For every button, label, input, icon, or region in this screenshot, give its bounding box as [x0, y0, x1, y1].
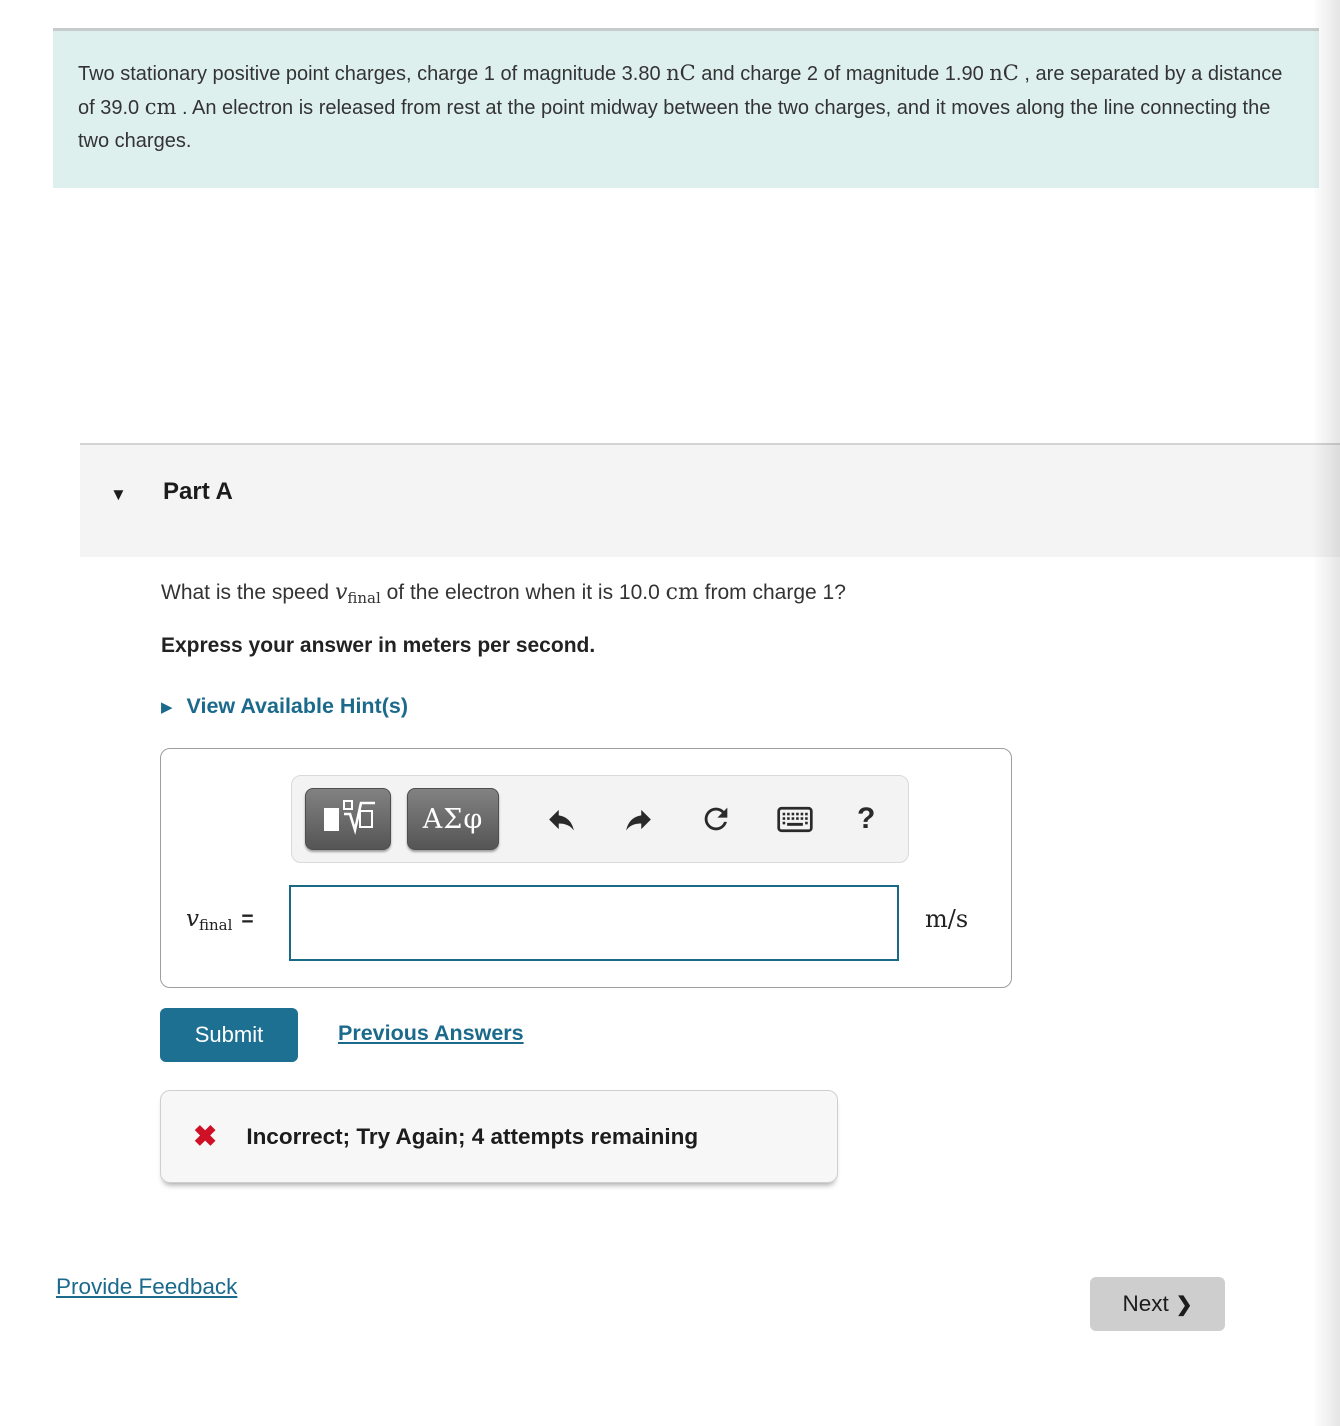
keyboard-shortcuts-button[interactable] — [777, 806, 813, 833]
greek-symbols-button[interactable] — [407, 788, 499, 850]
problem-text: Two stationary positive point charges, charge 1 of magnitude 3.80 — [78, 63, 667, 85]
previous-answers-link[interactable]: Previous Answers — [338, 1021, 524, 1045]
answer-instruction: Express your answer in meters per second. — [161, 634, 596, 657]
page-edge-shadow — [1312, 0, 1340, 1426]
answer-variable-label — [186, 906, 254, 934]
part-a-title: Part A — [163, 478, 233, 505]
toolbar-icon-group — [545, 802, 875, 836]
reset-icon — [699, 802, 733, 836]
v-symbol: v — [186, 906, 199, 932]
v-subscript: final — [199, 916, 233, 934]
unit-cm: cm — [665, 580, 699, 605]
collapse-triangle-icon[interactable]: ▼ — [110, 485, 127, 504]
v-symbol: v — [334, 580, 348, 605]
submit-button[interactable]: Submit — [160, 1008, 298, 1062]
part-a-header[interactable] — [80, 443, 1340, 557]
expand-triangle-icon: ▶ — [161, 698, 173, 716]
undo-icon — [545, 803, 578, 836]
answer-unit: m/s — [925, 905, 969, 933]
problem-statement-banner — [53, 28, 1319, 188]
undo-button[interactable] — [545, 803, 578, 836]
problem-text: , are separated by a distance of 39.0 — [78, 63, 1283, 119]
problem-text: . An electron is released from rest at the point midway between the two charges, and it moves along the line connecting the two charges. — [78, 97, 1271, 152]
unit-nC: nC — [666, 61, 696, 85]
next-label: Next — [1122, 1291, 1169, 1316]
redo-icon — [622, 803, 655, 836]
unit-nC: nC — [989, 61, 1019, 85]
next-button[interactable] — [1090, 1277, 1225, 1331]
unit-cm: cm — [144, 95, 177, 119]
reset-button[interactable] — [699, 802, 733, 836]
nth-root-icon — [319, 798, 377, 840]
incorrect-x-icon: ✖ — [193, 1121, 218, 1153]
help-button[interactable]: ? — [857, 802, 876, 835]
question-fragment: from charge 1? — [698, 581, 846, 604]
equals-sign: = — [241, 908, 254, 931]
v-subscript: final — [347, 589, 381, 607]
equation-toolbar — [291, 775, 909, 863]
redo-button[interactable] — [622, 803, 655, 836]
question-text — [161, 580, 846, 607]
answer-panel — [160, 748, 1012, 988]
answer-input[interactable] — [289, 885, 899, 961]
problem-text: and charge 2 of magnitude 1.90 — [695, 63, 990, 85]
view-hints-link[interactable] — [161, 694, 408, 719]
incorrect-feedback-box — [160, 1090, 838, 1183]
chevron-right-icon: ❯ — [1175, 1293, 1193, 1316]
math-templates-button[interactable] — [305, 788, 391, 850]
question-fragment: of the electron when it is 10.0 — [380, 581, 666, 604]
view-hints-label: View Available Hint(s) — [186, 694, 408, 718]
provide-feedback-link[interactable]: Provide Feedback — [56, 1274, 238, 1299]
greek-symbols-label: ΑΣφ — [422, 803, 484, 835]
keyboard-icon — [777, 806, 813, 833]
question-fragment: What is the speed — [161, 581, 335, 604]
incorrect-message: Incorrect; Try Again; 4 attempts remaining — [246, 1123, 699, 1149]
